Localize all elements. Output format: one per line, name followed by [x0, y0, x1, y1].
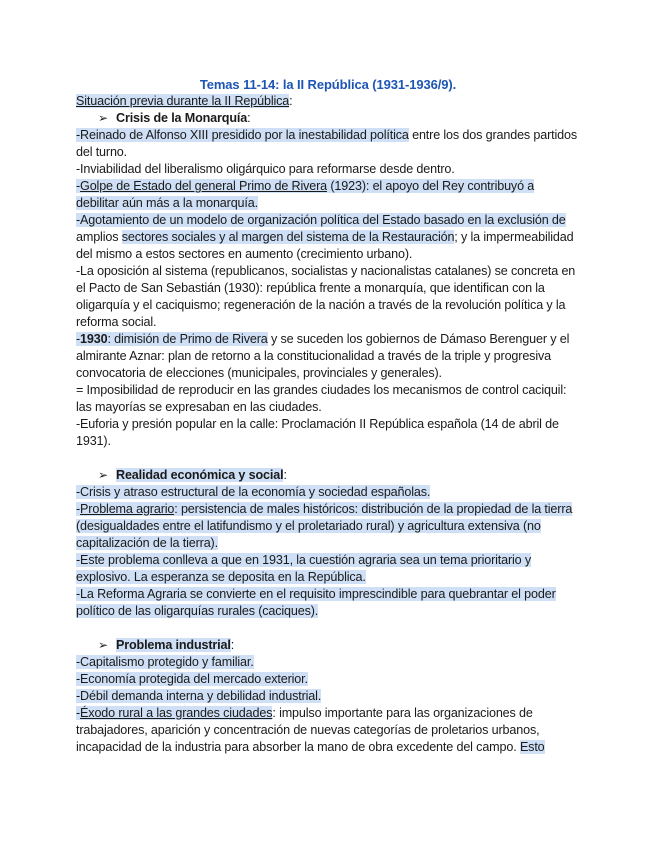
arrow-bullet-icon: ➢ [98, 638, 108, 652]
section-heading-industrial: ➢ Problema industrial: [98, 638, 235, 652]
list-item: -Capitalismo protegido y familiar. [76, 655, 254, 669]
list-item: -Débil demanda interna y debilidad industrial. [76, 689, 322, 703]
list-item: -La oposición al sistema (republicanos, socialistas y nacionalistas catalanes) se concreta en el Pacto de San Sebastián (1930): república frente a monarquía, que identifican con la oligarquía y el caciquismo; regeneración de la nación a través de la revolución política y la reforma social. [76, 264, 576, 329]
list-item: -Este problema conlleva a que en 1931, la cuestión agraria sea un tema prioritario y explosivo. La esperanza se deposita en la República. [76, 553, 532, 584]
list-item: -Inviabilidad del liberalismo oligárquico para reformarse desde dentro. [76, 162, 455, 176]
arrow-bullet-icon: ➢ [98, 468, 108, 482]
page-title: Temas 11-14: la II República (1931-1936/9). [199, 77, 457, 92]
section-heading-realidad: ➢ Realidad económica y social: [98, 468, 287, 482]
section-heading-crisis: ➢ Crisis de la Monarquía: [98, 111, 251, 125]
list-item: -Reinado de Alfonso XIII presidido por la inestabilidad política entre los dos grandes partidos del turno. [76, 128, 578, 159]
list-item: -Agotamiento de un modelo de organización política del Estado basado en la exclusión de amplios sectores sociales y al margen del sistema de la Restauración; y la impermeabilidad del mismo a estos sectores en aumento (crecimiento urbano). [76, 213, 574, 261]
list-item: -1930: dimisión de Primo de Rivera y se suceden los gobiernos de Dámaso Berenguer y el almirante Aznar: plan de retorno a la constitucionalidad a través de la triple y progresiva convocatoria de elecciones (municipales, provinciales y generales). [76, 332, 570, 380]
list-item: -Éxodo rural a las grandes ciudades: impulso importante para las organizaciones de trabajadores, aparición y concentración de nuevas categorías de proletarios urbanos, incapacidad de la industria para absorber la mano de obra excedente del campo. Esto [76, 706, 545, 754]
intro-text: Situación previa durante la II República [76, 94, 290, 108]
list-item: -Problema agrario: persistencia de males históricos: distribución de la propiedad de la tierra (desigualdades entre el latifundismo y el proletariado rural) y agricultura extensiva (no capitalización de la tierra). [76, 502, 573, 550]
spacer [76, 620, 580, 637]
list-item: = Imposibilidad de reproducir en las grandes ciudades los mecanismos de control caciquil: las mayorías se expresaban en las ciudades. [76, 383, 567, 414]
intro-line: Situación previa durante la II República: [76, 94, 293, 108]
list-item: -Crisis y atraso estructural de la economía y sociedad españolas. [76, 485, 431, 499]
document-body [76, 76, 580, 756]
list-item: -La Reforma Agraria se convierte en el requisito imprescindible para quebrantar el poder político de las oligarquías rurales (caciques). [76, 587, 556, 618]
arrow-bullet-icon: ➢ [98, 111, 108, 125]
list-item: -Euforia y presión popular en la calle: Proclamación II República española (14 de abril de 1931). [76, 417, 559, 448]
list-item: -Golpe de Estado del general Primo de Rivera (1923): el apoyo del Rey contribuyó a debilitar aún más a la monarquía. [76, 179, 535, 210]
list-item: -Economía protegida del mercado exterior. [76, 672, 308, 686]
spacer [76, 450, 580, 467]
